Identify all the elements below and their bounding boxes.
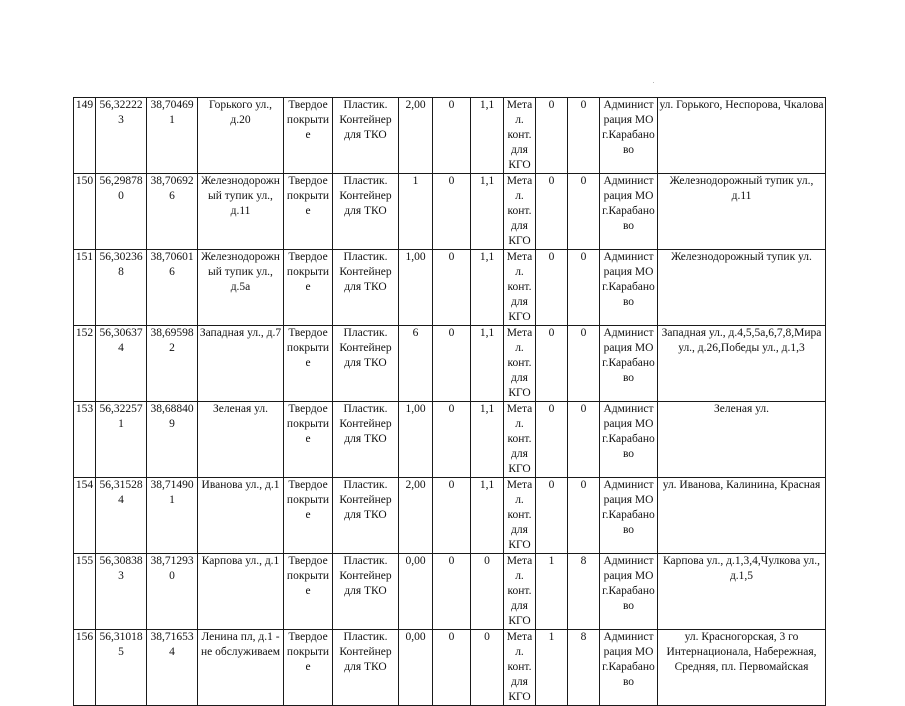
kgo-volume-cell: 0 bbox=[568, 326, 600, 402]
tko-container-count-cell: 0 bbox=[433, 250, 471, 326]
area-cell: 1 bbox=[399, 174, 433, 250]
container-type-cell: Пластик. Контейнер для ТКО bbox=[333, 326, 399, 402]
tko-container-count-cell: 0 bbox=[433, 478, 471, 554]
kgo-container-count-cell: 1 bbox=[536, 554, 568, 630]
row-number: 156 bbox=[74, 630, 96, 706]
area-cell: 2,00 bbox=[399, 478, 433, 554]
kgo-container-type-cell: Метал. конт. для КГО bbox=[504, 98, 536, 174]
kgo-container-type-cell: Метал. конт. для КГО bbox=[504, 326, 536, 402]
address-cell: Железнодорожный тупик ул., д.11 bbox=[198, 174, 284, 250]
address-cell: Иванова ул., д.1 bbox=[198, 478, 284, 554]
latitude-cell: 56,308383 bbox=[96, 554, 147, 630]
table-row bbox=[74, 98, 826, 174]
longitude-cell: 38,704691 bbox=[147, 98, 198, 174]
container-type-cell: Пластик. Контейнер для ТКО bbox=[333, 630, 399, 706]
kgo-volume-cell: 8 bbox=[568, 630, 600, 706]
container-type-cell: Пластик. Контейнер для ТКО bbox=[333, 250, 399, 326]
kgo-container-count-cell: 0 bbox=[536, 326, 568, 402]
kgo-container-count-cell: 0 bbox=[536, 478, 568, 554]
longitude-cell: 38,706016 bbox=[147, 250, 198, 326]
tko-volume-cell: 0 bbox=[471, 554, 504, 630]
latitude-cell: 56,298780 bbox=[96, 174, 147, 250]
table-row bbox=[74, 326, 826, 402]
row-number: 153 bbox=[74, 402, 96, 478]
area-cell: 1,00 bbox=[399, 250, 433, 326]
longitude-cell: 38,706926 bbox=[147, 174, 198, 250]
surface-cell: Твердое покрытие bbox=[284, 554, 333, 630]
served-streets-cell: Зеленая ул. bbox=[658, 402, 826, 478]
owner-cell: Администрация МО г.Карабаново bbox=[600, 478, 658, 554]
tko-container-count-cell: 0 bbox=[433, 326, 471, 402]
tko-container-count-cell: 0 bbox=[433, 630, 471, 706]
longitude-cell: 38,716534 bbox=[147, 630, 198, 706]
row-number: 151 bbox=[74, 250, 96, 326]
table-row bbox=[74, 174, 826, 250]
row-number: 152 bbox=[74, 326, 96, 402]
owner-cell: Администрация МО г.Карабаново bbox=[600, 402, 658, 478]
kgo-container-count-cell: 1 bbox=[536, 630, 568, 706]
kgo-container-type-cell: Метал. конт. для КГО bbox=[504, 250, 536, 326]
address-cell: Железнодорожный тупик ул., д.5а bbox=[198, 250, 284, 326]
kgo-volume-cell: 0 bbox=[568, 98, 600, 174]
latitude-cell: 56,306374 bbox=[96, 326, 147, 402]
kgo-container-type-cell: Метал. конт. для КГО bbox=[504, 554, 536, 630]
tko-container-count-cell: 0 bbox=[433, 554, 471, 630]
container-type-cell: Пластик. Контейнер для ТКО bbox=[333, 402, 399, 478]
latitude-cell: 56,322223 bbox=[96, 98, 147, 174]
row-number: 149 bbox=[74, 98, 96, 174]
table-row bbox=[74, 402, 826, 478]
kgo-volume-cell: 8 bbox=[568, 554, 600, 630]
tko-volume-cell: 1,1 bbox=[471, 402, 504, 478]
longitude-cell: 38,688409 bbox=[147, 402, 198, 478]
tko-volume-cell: 1,1 bbox=[471, 326, 504, 402]
table-row bbox=[74, 478, 826, 554]
kgo-container-count-cell: 0 bbox=[536, 174, 568, 250]
tko-volume-cell: 1,1 bbox=[471, 174, 504, 250]
tko-container-count-cell: 0 bbox=[433, 402, 471, 478]
area-cell: 1,00 bbox=[399, 402, 433, 478]
owner-cell: Администрация МО г.Карабаново bbox=[600, 98, 658, 174]
served-streets-cell: Железнодорожный тупик ул., д.11 bbox=[658, 174, 826, 250]
kgo-container-count-cell: 0 bbox=[536, 98, 568, 174]
table-row bbox=[74, 630, 826, 706]
container-type-cell: Пластик. Контейнер для ТКО bbox=[333, 98, 399, 174]
container-type-cell: Пластик. Контейнер для ТКО bbox=[333, 174, 399, 250]
tko-volume-cell: 1,1 bbox=[471, 478, 504, 554]
tko-container-count-cell: 0 bbox=[433, 98, 471, 174]
kgo-container-type-cell: Метал. конт. для КГО bbox=[504, 478, 536, 554]
address-cell: Зеленая ул. bbox=[198, 402, 284, 478]
scan-speck bbox=[653, 82, 654, 83]
longitude-cell: 38,712930 bbox=[147, 554, 198, 630]
latitude-cell: 56,310185 bbox=[96, 630, 147, 706]
tko-volume-cell: 0 bbox=[471, 630, 504, 706]
table-row bbox=[74, 250, 826, 326]
served-streets-cell: Карпова ул., д.1,3,4,Чулкова ул., д.1,5 bbox=[658, 554, 826, 630]
area-cell: 0,00 bbox=[399, 554, 433, 630]
area-cell: 2,00 bbox=[399, 98, 433, 174]
served-streets-cell: ул. Иванова, Калинина, Красная bbox=[658, 478, 826, 554]
served-streets-cell: ул. Красногорская, 3 го Интернационала, Набережная, Средняя, пл. Первомайская bbox=[658, 630, 826, 706]
kgo-volume-cell: 0 bbox=[568, 250, 600, 326]
row-number: 155 bbox=[74, 554, 96, 630]
address-cell: Западная ул., д.7 bbox=[198, 326, 284, 402]
surface-cell: Твердое покрытие bbox=[284, 250, 333, 326]
container-type-cell: Пластик. Контейнер для ТКО bbox=[333, 554, 399, 630]
served-streets-cell: ул. Горького, Неспорова, Чкалова bbox=[658, 98, 826, 174]
waste-sites-table bbox=[73, 97, 826, 706]
latitude-cell: 56,322571 bbox=[96, 402, 147, 478]
surface-cell: Твердое покрытие bbox=[284, 402, 333, 478]
address-cell: Ленина пл, д.1 - не обслуживаем bbox=[198, 630, 284, 706]
row-number: 150 bbox=[74, 174, 96, 250]
kgo-container-type-cell: Метал. конт. для КГО bbox=[504, 174, 536, 250]
container-type-cell: Пластик. Контейнер для ТКО bbox=[333, 478, 399, 554]
tko-container-count-cell: 0 bbox=[433, 174, 471, 250]
longitude-cell: 38,695982 bbox=[147, 326, 198, 402]
address-cell: Горького ул., д.20 bbox=[198, 98, 284, 174]
address-cell: Карпова ул., д.1 bbox=[198, 554, 284, 630]
kgo-container-count-cell: 0 bbox=[536, 250, 568, 326]
surface-cell: Твердое покрытие bbox=[284, 326, 333, 402]
kgo-container-count-cell: 0 bbox=[536, 402, 568, 478]
surface-cell: Твердое покрытие bbox=[284, 98, 333, 174]
table-body bbox=[74, 98, 826, 706]
latitude-cell: 56,302368 bbox=[96, 250, 147, 326]
served-streets-cell: Железнодорожный тупик ул. bbox=[658, 250, 826, 326]
kgo-volume-cell: 0 bbox=[568, 478, 600, 554]
row-number: 154 bbox=[74, 478, 96, 554]
owner-cell: Администрация МО г.Карабаново bbox=[600, 554, 658, 630]
kgo-container-type-cell: Метал. конт. для КГО bbox=[504, 402, 536, 478]
surface-cell: Твердое покрытие bbox=[284, 478, 333, 554]
kgo-volume-cell: 0 bbox=[568, 174, 600, 250]
surface-cell: Твердое покрытие bbox=[284, 630, 333, 706]
owner-cell: Администрация МО г.Карабаново bbox=[600, 630, 658, 706]
longitude-cell: 38,714901 bbox=[147, 478, 198, 554]
tko-volume-cell: 1,1 bbox=[471, 98, 504, 174]
tko-volume-cell: 1,1 bbox=[471, 250, 504, 326]
area-cell: 6 bbox=[399, 326, 433, 402]
owner-cell: Администрация МО г.Карабаново bbox=[600, 326, 658, 402]
surface-cell: Твердое покрытие bbox=[284, 174, 333, 250]
kgo-volume-cell: 0 bbox=[568, 402, 600, 478]
latitude-cell: 56,315284 bbox=[96, 478, 147, 554]
table-row bbox=[74, 554, 826, 630]
area-cell: 0,00 bbox=[399, 630, 433, 706]
served-streets-cell: Западная ул., д.4,5,5а,6,7,8,Мира ул., д.26,Победы ул., д.1,3 bbox=[658, 326, 826, 402]
owner-cell: Администрация МО г.Карабаново bbox=[600, 174, 658, 250]
kgo-container-type-cell: Метал. конт. для КГО bbox=[504, 630, 536, 706]
owner-cell: Администрация МО г.Карабаново bbox=[600, 250, 658, 326]
